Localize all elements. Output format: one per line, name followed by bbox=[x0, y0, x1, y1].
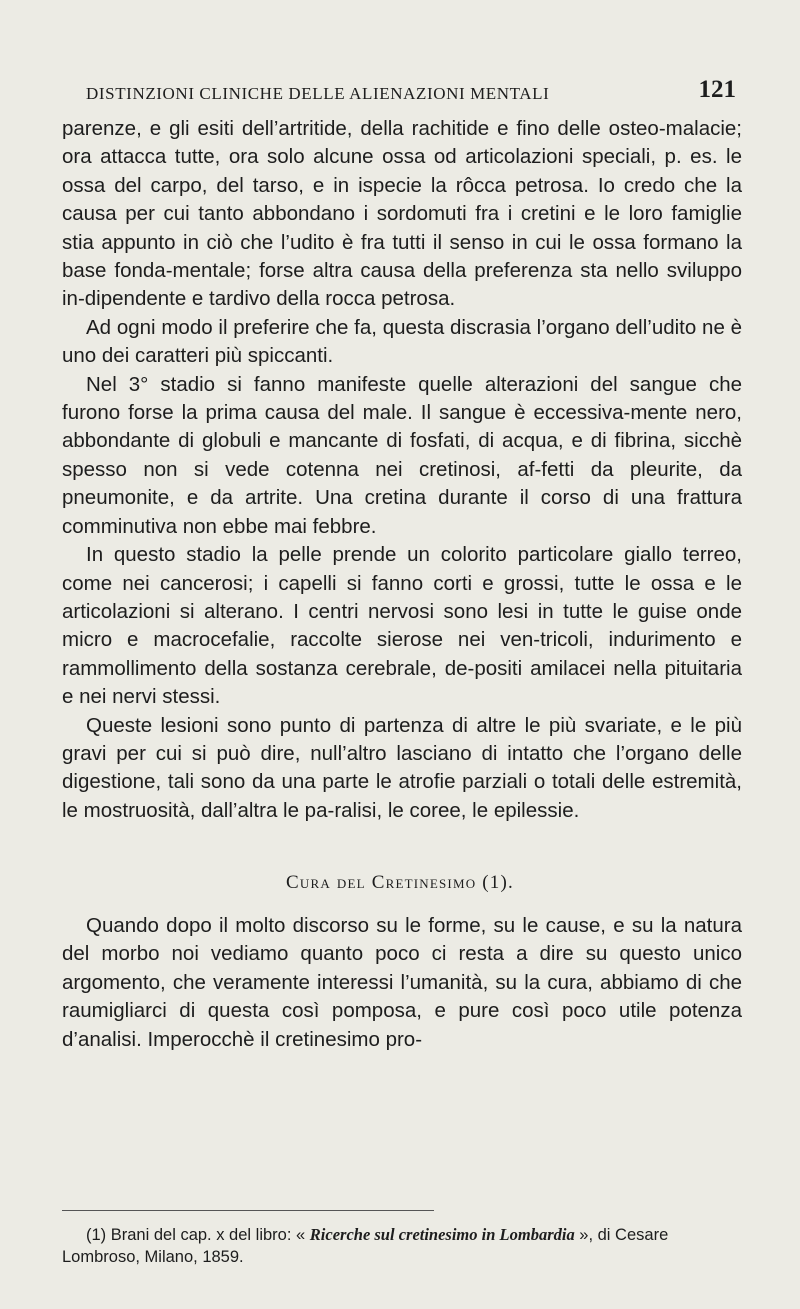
page-number: 121 bbox=[698, 76, 736, 103]
paragraph: In questo stadio la pelle prende un colorito particolare giallo terreo, come nei cancerosi; i capelli si fanno corti e grossi, tutte le ossa e le articolazioni si alterano. I centri nervosi sono lesi in tutte le guise onde micro e macrocefalie, raccolte sierose nei ven-tricoli, indurimento e rammollimento della sostanza cerebrale, de-positi amilacei nella pituitaria e nei nervi stessi. bbox=[62, 543, 742, 709]
paragraph: Nel 3° stadio si fanno manifeste quelle alterazioni del sangue che furono forse la prima causa del male. Il sangue è eccessiva-mente nero, abbondante di globuli e mancante di fosfati, di acqua, e di fibrina, sicchè spesso non si vede cotenna nei cretinosi, af-fetti da pleurite, da pneumonite, e da artrite. Una cretina durante il corso di una frattura comminutiva non ebbe mai febbre. bbox=[62, 372, 742, 538]
footnote-prefix: (1) Brani del cap. x del libro: « bbox=[86, 1226, 310, 1244]
paragraph: parenze, e gli esiti dell’artritide, della rachitide e fino delle osteo-malacie; ora attacca tutte, ora solo alcune ossa od articolazioni speciali, p. es. le ossa del carpo, del tarso, e in ispecie la rôcca petrosa. Io credo che la causa per cui tanto abbondano i sordomuti fra i cretini e le loro famiglie stia appunto in ciò che l’udito è fra tutti il senso in cui le ossa formano la base fonda-mentale; forse altra causa della preferenza sta nello sviluppo in-dipendente e tardivo della rocca petrosa. bbox=[62, 117, 742, 311]
running-header bbox=[86, 74, 736, 110]
main-text-bottom bbox=[62, 912, 742, 1054]
main-text-top bbox=[62, 115, 742, 825]
footnote-divider bbox=[62, 1210, 434, 1211]
footnote bbox=[62, 1224, 742, 1268]
paragraph: Queste lesioni sono punto di partenza di altre le più svariate, e le più gravi per cui si può dire, null’altro lasciano di intatto che l’organo delle digestione, tali sono da una parte le atrofie parziali o totali delle estremità, le mostruosità, dall’altra le pa-ralisi, le coree, le epilessie. bbox=[62, 713, 742, 822]
paragraph: Quando dopo il molto discorso su le forme, su le cause, e su la natura del morbo noi vediamo quanto poco ci resta a dire su questo unico argomento, che veramente interessi l’umanità, su la cura, abbiamo di che raumigliarci di questa così pomposa, e pure così poco utile potenza d’analisi. Imperocchè il cretinesimo pro- bbox=[62, 914, 742, 1051]
footnote-book-title: Ricerche sul cretinesimo in Lombardia bbox=[309, 1225, 575, 1244]
section-heading: Cura del Cretinesimo (1). bbox=[286, 872, 514, 893]
footnote-suffix: », di Cesare Lombroso, Milano, 1859. bbox=[62, 1226, 669, 1266]
running-title: DISTINZIONI CLINICHE DELLE ALIENAZIONI MENTALI bbox=[86, 84, 550, 103]
paragraph: Ad ogni modo il preferire che fa, questa discrasia l’organo dell’udito ne è uno dei caratteri più spiccanti. bbox=[62, 315, 742, 368]
